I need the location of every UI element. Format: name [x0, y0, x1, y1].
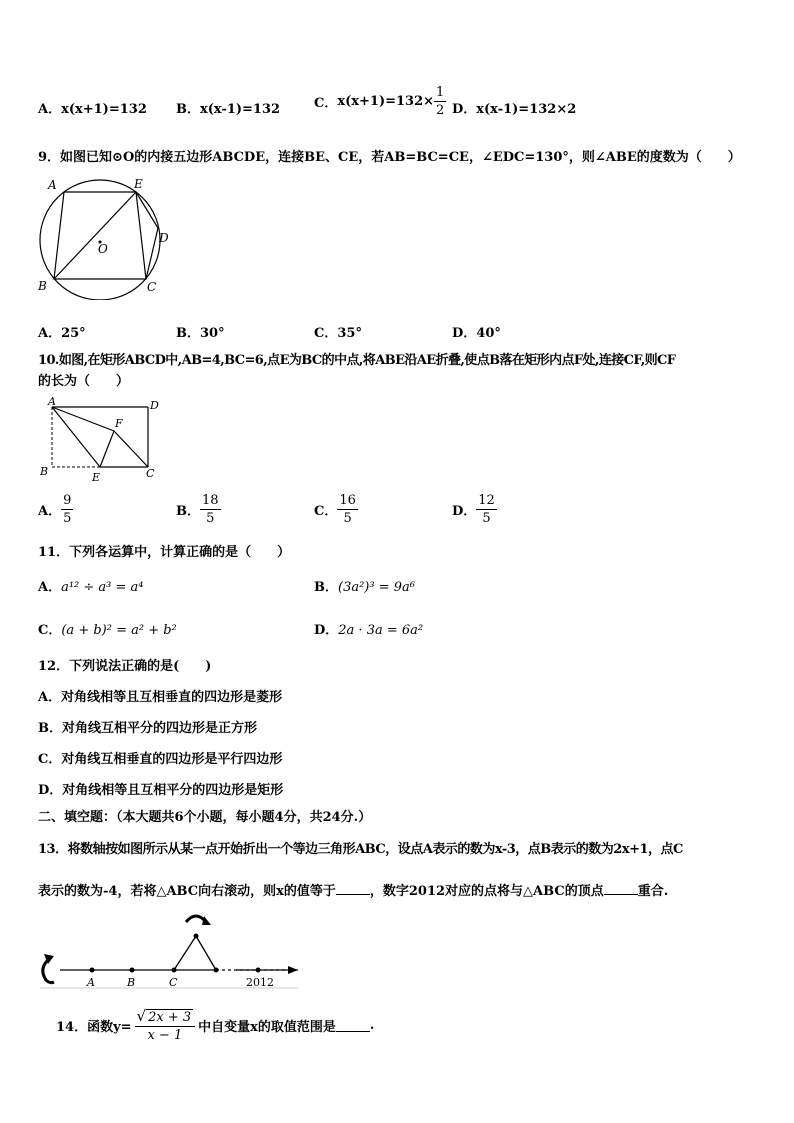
q9-label-a: A: [48, 178, 57, 192]
q10-stem-line1: 10.如图,在矩形ABCD中,AB=4,BC=6,点E为BC的中点,将ABE沿AE折叠,使点B落在矩形内点F处,连接CF,则CF: [38, 353, 676, 368]
q9-options: [38, 322, 758, 342]
q9-label-o: O: [98, 242, 108, 256]
q12-option-d: D．对角线相等且互相平分的四边形是矩形: [38, 783, 284, 798]
q11-option-c: C．(a + b)² = a² + b²: [38, 623, 177, 638]
q10-label-d: D: [150, 399, 159, 412]
q9-circle-pentagon-figure: [30, 170, 180, 300]
q14-blank[interactable]: [336, 1019, 370, 1032]
q8-option-a: A．x(x+1)=132: [38, 102, 147, 117]
q8-option-b: B．x(x-1)=132: [176, 102, 281, 117]
q13-label-2012: 2012: [246, 976, 274, 989]
q14-fraction: $\frac{√ 2x + 3}{x - 1}$: [135, 1009, 196, 1042]
q12-option-a: A．对角线相等且互相垂直的四边形是菱形: [38, 690, 283, 705]
q10-rectangle-figure: [36, 395, 166, 485]
q10-option-a: A． $\frac{9}{5}$: [38, 493, 72, 526]
q12-option-c: C．对角线互相垂直的四边形是平行四边形: [38, 752, 283, 767]
axis-arrow-icon: [288, 966, 298, 974]
q10-label-f: F: [115, 417, 123, 430]
q11-option-a: A．a¹² ÷ a³ = a⁴: [38, 580, 144, 595]
q12-stem: 12．下列说法正确的是( ): [38, 659, 212, 674]
q13-number-line-figure: [36, 908, 306, 992]
q11-option-b: B．(3a²)³ = 9a⁶: [314, 580, 415, 595]
q8-option-d: D．x(x-1)=132×2: [452, 102, 577, 117]
q9-label-e: E: [134, 177, 143, 191]
q10-option-b: B． $\frac{18}{5}$: [176, 493, 219, 526]
q10-option-c: C． $\frac{16}{5}$: [314, 493, 356, 526]
q8-option-c: C．x(x+1)=132× $\frac{1}{2}$: [314, 85, 445, 118]
q8-options: [38, 85, 758, 128]
q13-blank-2[interactable]: [604, 882, 638, 895]
q9-option-d: D．40°: [452, 326, 501, 341]
q10-label-a: A: [48, 395, 56, 408]
q13-stem-line1: 13．将数轴按如图所示从某一点开始折出一个等边三角形ABC，设点A表示的数为x-3，点B表示的数为2x+1，点C: [38, 842, 683, 857]
q9-option-a: A．25°: [38, 326, 86, 341]
q11-option-d: D．2a · 3a = 6a²: [314, 623, 424, 638]
q8-option-c-fraction: $\frac{1}{2}$: [436, 85, 445, 118]
q13-label-a: A: [87, 976, 95, 989]
q10-label-b: B: [40, 465, 49, 478]
q9-label-c: C: [147, 280, 157, 294]
q9-label-d: D: [159, 231, 169, 245]
q10-label-c: C: [146, 467, 155, 480]
q9-option-c: C．35°: [314, 326, 362, 341]
q10-stem-line2: 的长为（ ）: [38, 374, 130, 389]
q10-option-d: D． $\frac{12}{5}$: [452, 493, 495, 526]
q12-option-b: B．对角线互相平分的四边形是正方形: [38, 721, 258, 736]
section-heading: 二、填空题：（本大题共6个小题，每小题4分，共24分.）: [38, 810, 372, 825]
q9-stem: 9．如图已知⊙O的内接五边形ABCDE，连接BE、CE，若AB=BC=CE，∠EDC=130°，则∠ABE的度数为（ ）: [38, 150, 741, 165]
q9-option-b: B．30°: [176, 326, 225, 341]
q13-stem-line2: 表示的数为-4，若将△ABC向右滚动，则x的值等于 ，数字2012对应的点将与△ABC的顶点 重合.: [38, 884, 669, 899]
q14-stem: 14．函数y= $\frac{√ 2x + 3}{x - 1}$ 中自变量x的取值范围是 .: [56, 1006, 375, 1043]
q11-stem: 11．下列各运算中，计算正确的是（ ）: [38, 545, 291, 560]
q13-blank-1[interactable]: [336, 882, 370, 895]
q10-options: [38, 494, 758, 534]
q9-label-b: B: [38, 279, 47, 293]
q13-label-c: C: [169, 976, 178, 989]
q13-label-b: B: [127, 976, 136, 989]
q10-label-e: E: [92, 471, 101, 484]
